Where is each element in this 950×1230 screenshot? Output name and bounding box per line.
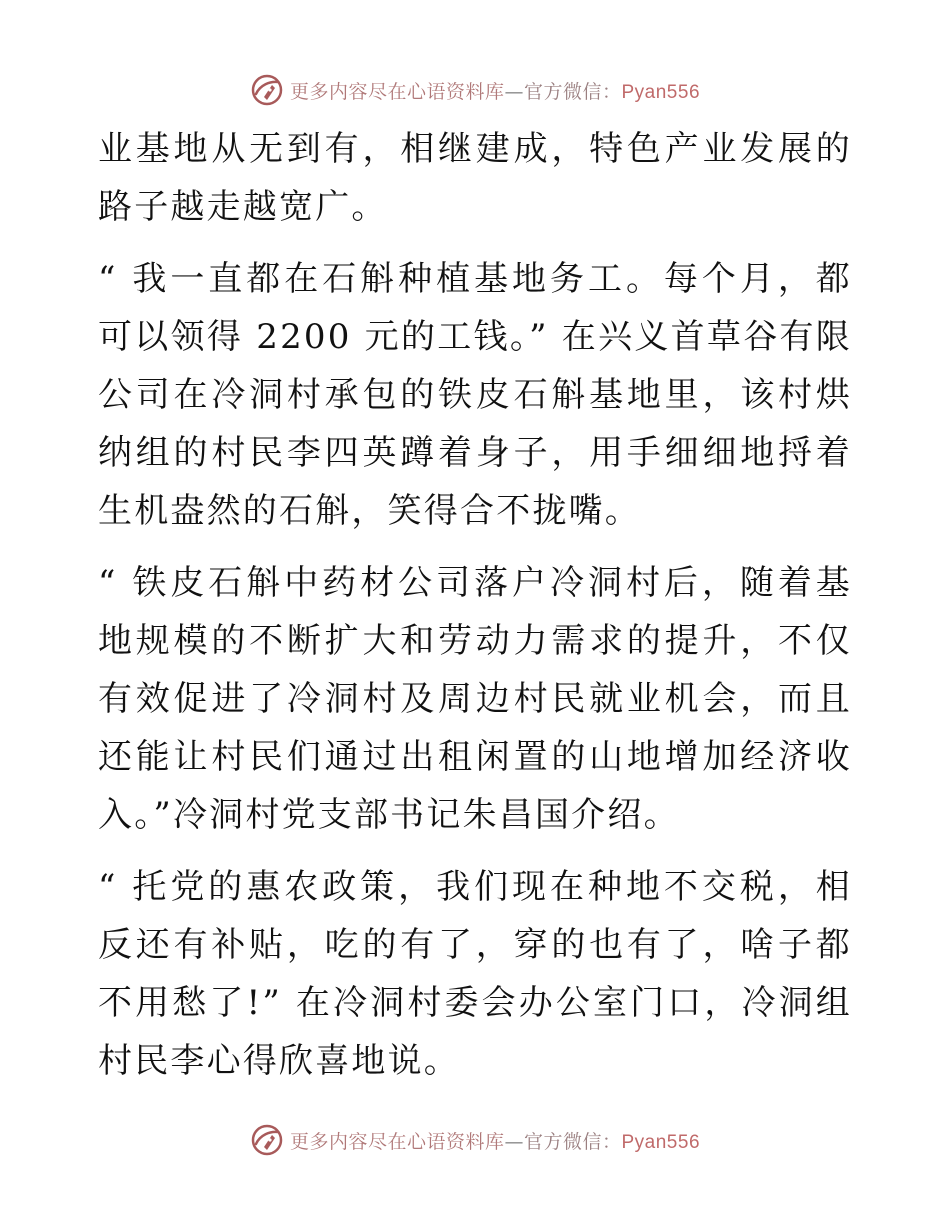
paragraph-4: “ 托党的惠农政策，我们现在种地不交税，相反还有补贴，吃的有了，穿的也有了，啥子都不用愁了!” 在冷洞村委会办公室门口，冷洞组村民李心得欣喜地说。 bbox=[98, 867, 852, 1081]
banner-text bbox=[290, 77, 700, 104]
document-body bbox=[98, 120, 852, 1104]
header-watermark-banner bbox=[0, 70, 950, 110]
banner-handle: Pyan556 bbox=[621, 81, 701, 103]
paragraph-3: “ 铁皮石斛中药材公司落户冷洞村后，随着基地规模的不断扩大和劳动力需求的提升，不仅有效促进了冷洞村及周边村民就业机会，而且还能让村民们通过出租闲置的山地增加经济收入。”冷洞村党支部书记朱昌国介绍。 bbox=[98, 563, 852, 835]
banner-content bbox=[250, 1123, 700, 1157]
banner-site-text: 更多内容尽在心语资料库 bbox=[289, 80, 505, 103]
banner-wechat-label: 官方微信： bbox=[523, 1130, 622, 1153]
pen-nib-circle-logo-icon bbox=[250, 1123, 284, 1157]
banner-content bbox=[250, 73, 700, 107]
banner-site-text: 更多内容尽在心语资料库 bbox=[289, 1130, 505, 1153]
banner-separator: — bbox=[504, 80, 524, 103]
footer-watermark-banner bbox=[0, 1120, 950, 1160]
banner-separator: — bbox=[504, 1130, 524, 1153]
paragraph-1: 业基地从无到有，相继建成，特色产业发展的路子越走越宽广。 bbox=[98, 129, 852, 227]
pen-nib-circle-logo-icon bbox=[250, 73, 284, 107]
banner-text bbox=[290, 1127, 700, 1154]
banner-wechat-label: 官方微信： bbox=[523, 80, 622, 103]
banner-handle: Pyan556 bbox=[621, 1131, 701, 1153]
paragraph-2: “ 我一直都在石斛种植基地务工。每个月，都可以领得 2200 元的工钱。” 在兴义首草谷有限公司在冷洞村承包的铁皮石斛基地里，该村烘纳组的村民李四英蹲着身子，用手细细地捋着生机盎然的石斛，笑得合不拢嘴。 bbox=[98, 259, 852, 531]
